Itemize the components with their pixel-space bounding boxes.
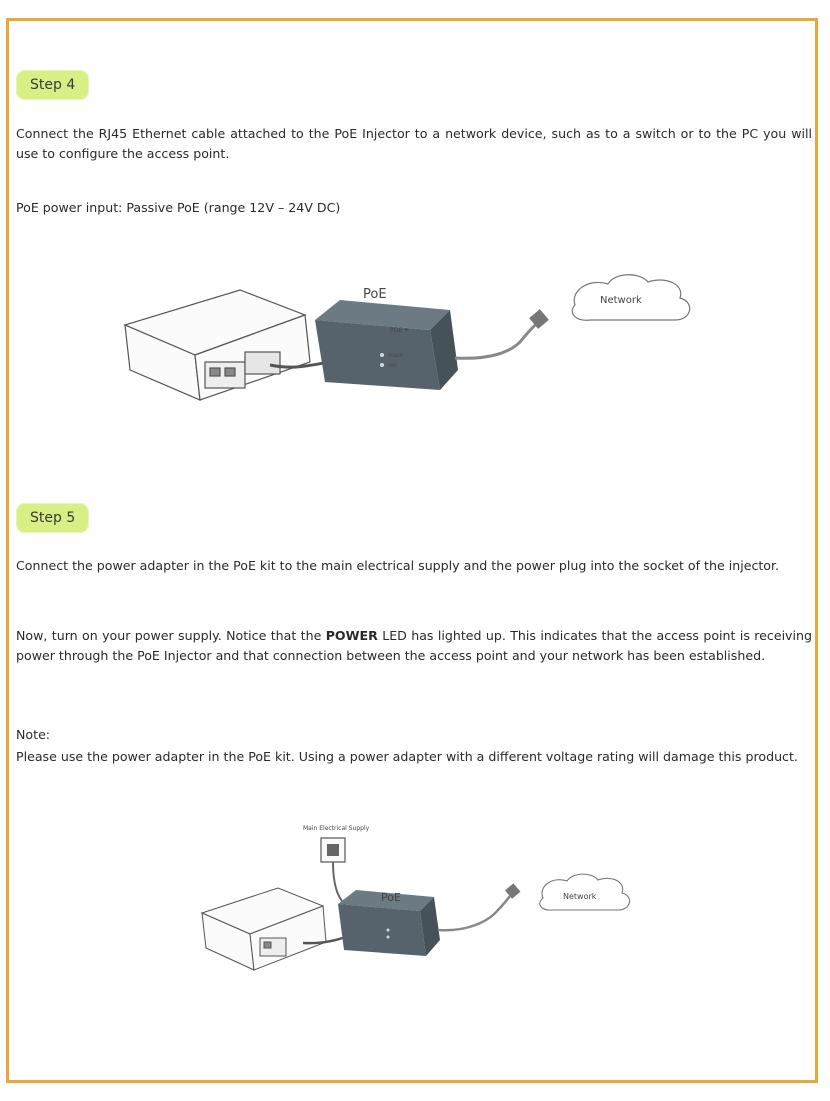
rj45-plug-icon xyxy=(529,309,549,329)
step-5-figure xyxy=(198,818,658,998)
step-5-power-on-text: Now, turn on your power supply. Notice that the POWER LED has lighted up. This indicates that the access point is receiving power through the PoE Injector and that connection between the access point and your network has been established. xyxy=(16,628,812,663)
note-label: Note: xyxy=(16,727,51,742)
power-led-label: POWER xyxy=(325,628,378,643)
network-label: Network xyxy=(600,295,642,306)
poe-label: PoE xyxy=(381,891,401,904)
network-label: Network xyxy=(563,892,597,901)
poe-label: PoE xyxy=(363,287,387,302)
svg-text:LINK: LINK xyxy=(388,363,398,368)
rj45-plug-icon xyxy=(505,883,520,898)
step-4-figure xyxy=(120,270,740,470)
svg-text:POE +: POE + xyxy=(390,327,410,334)
main-electrical-supply-label: Main Electrical Supply xyxy=(303,825,370,832)
power-socket-icon xyxy=(321,838,345,862)
step-5-badge: Step 5 xyxy=(16,503,89,533)
step-4-instruction: Connect the RJ45 Ethernet cable attached to the PoE Injector to a network device, such as to a switch or to the PC you will use to configure the access point. xyxy=(16,126,812,161)
note-text: Please use the power adapter in the PoE kit. Using a power adapter with a different voltage rating will damage this product. xyxy=(16,749,798,764)
step-5-instruction: Connect the power adapter in the PoE kit to the main electrical supply and the power plug into the socket of the injector. xyxy=(16,558,780,573)
svg-text:POWER: POWER xyxy=(388,353,403,358)
step-4-poe-input: PoE power input: Passive PoE (range 12V – 24V DC) xyxy=(16,200,341,215)
access-point-device-icon xyxy=(202,888,326,970)
step-4-badge: Step 4 xyxy=(16,70,89,100)
poe-injector-icon xyxy=(315,300,458,390)
access-point-device-icon xyxy=(125,290,310,400)
